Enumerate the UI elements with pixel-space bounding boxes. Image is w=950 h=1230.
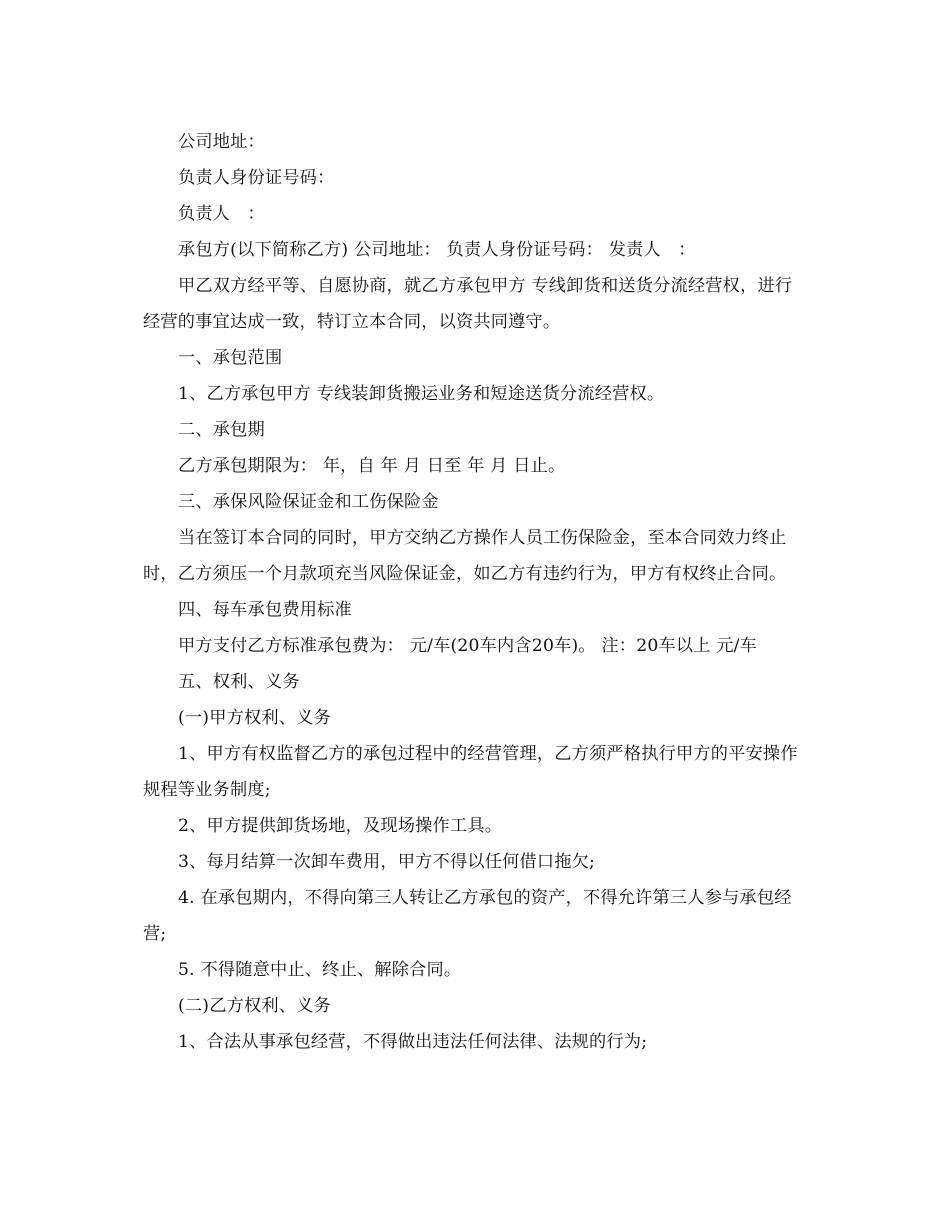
section-heading-scope: 一、承包范围 [178,348,283,368]
party-b-clause-1: 1、合法从事承包经营，不得做出违法任何法律、法规的行为; [178,1032,648,1052]
party-a-clause-4: 4. 在承包期内，不得向第三人转让乙方承包的资产，不得允许第三人参与承包经营; [143,888,792,944]
responsible-id-line: 负责人身份证号码： [178,168,335,188]
responsible-person-line: 负责人 ： [178,204,265,224]
subheading-party-a: (一)甲方权利、义务 [178,708,331,728]
scope-clause-1: 1、乙方承包甲方 专线装卸货搬运业务和短途送货分流经营权。 [178,384,665,404]
agreement-intro-paragraph: 甲乙双方经平等、自愿协商，就乙方承包甲方 专线卸货和送货分流经营权，进行经营的事宜达成一致，特订立本合同，以资共同遵守。 [143,276,793,332]
term-clause: 乙方承包期限为： 年，自 年 月 日至 年 月 日止。 [178,456,566,476]
party-a-clause-2: 2、甲方提供卸货场地，及现场操作工具。 [178,816,503,836]
fee-clause: 甲方支付乙方标准承包费为： 元/车(20车内含20车)。 注：20车以上 元/车 [178,636,758,656]
party-a-clause-1: 1、甲方有权监督乙方的承包过程中的经营管理，乙方须严格执行甲方的平安操作规程等业务制度; [143,744,798,800]
section-heading-fee: 四、每车承包费用标准 [178,600,352,620]
section-heading-deposit: 三、承保风险保证金和工伤保险金 [178,492,439,512]
section-heading-term: 二、承包期 [178,420,265,440]
party-a-clause-5: 5. 不得随意中止、终止、解除合同。 [178,960,462,980]
contractor-party-line: 承包方(以下简称乙方) 公司地址： 负责人身份证号码： 发责人 ： [178,240,696,260]
document-body [143,124,807,1060]
deposit-clause: 当在签订本合同的同时，甲方交纳乙方操作人员工伤保险金，至本合同效力终止时，乙方须压一个月款项充当风险保证金，如乙方有违约行为，甲方有权终止合同。 [143,528,787,584]
subheading-party-b: (二)乙方权利、义务 [178,996,331,1016]
company-address-line: 公司地址： [178,132,265,152]
section-heading-rights: 五、权利、义务 [178,672,300,692]
party-a-clause-3: 3、每月结算一次卸车费用，甲方不得以任何借口拖欠; [178,852,596,872]
